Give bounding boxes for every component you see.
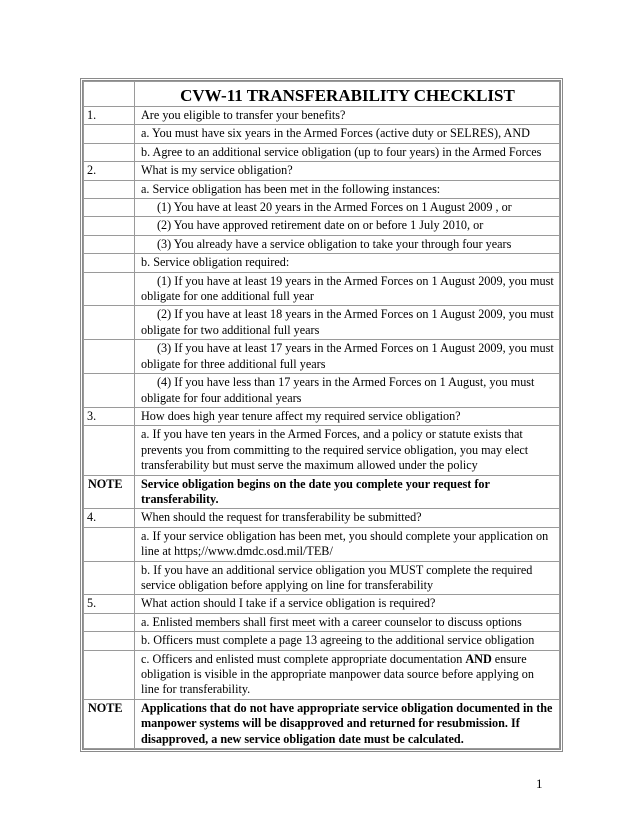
row-number <box>84 180 135 198</box>
sub-item-text: (1) If you have at least 19 years in the Armed Forces on 1 August 2009, you must obligate for one additional full year <box>141 273 554 304</box>
row-number <box>84 125 135 143</box>
answer-text: b. Agree to an additional service obligation (up to four years) in the Armed Forces <box>135 143 560 161</box>
answer-text: b. If you have an additional service obligation you MUST complete the required service obligation before applying on line for transferability <box>135 561 560 595</box>
row-number <box>84 374 135 408</box>
table-row <box>84 254 560 272</box>
page-number: 1 <box>536 776 543 791</box>
answer-text: b. Officers must complete a page 13 agreeing to the additional service obligation <box>135 632 560 650</box>
row-number: 1. <box>84 107 135 125</box>
note-row <box>84 475 560 509</box>
answer-text: a. If your service obligation has been met, you should complete your application on line at https;//www.dmdc.osd.mil/TEB/ <box>135 527 560 561</box>
page-title: CVW-11 TRANSFERABILITY CHECKLIST <box>135 82 560 107</box>
row-number <box>84 199 135 217</box>
row-number <box>84 632 135 650</box>
sub-item-text: (1) You have at least 20 years in the Armed Forces on 1 August 2009 , or <box>157 200 512 215</box>
table-row <box>84 272 560 306</box>
sub-item-text: (2) You have approved retirement date on or before 1 July 2010, or <box>157 218 484 233</box>
answer-text-part: ensure obligation is visible in the appropriate manpower data source before applying on line for transferability. <box>141 651 534 697</box>
sub-item-text: (2) If you have at least 18 years in the Armed Forces on 1 August 2009, you must obligate for two additional full years <box>141 307 554 337</box>
table-row <box>84 199 560 217</box>
row-number <box>84 561 135 595</box>
note-row <box>84 699 560 748</box>
note-label: NOTE <box>84 475 135 509</box>
answer-text: a. Service obligation has been met in the following instances: <box>135 180 560 198</box>
note-text: Service obligation begins on the date you complete your request for transferability. <box>135 475 560 509</box>
table-row <box>84 125 560 143</box>
table-row <box>84 595 560 613</box>
answer-text <box>135 650 560 699</box>
sub-item-text: (3) If you have at least 17 years in the Armed Forces on 1 August 2009, you must obligate for three additional full years <box>141 341 554 371</box>
note-label: NOTE <box>84 699 135 748</box>
answer-text-part: c. Officers and enlisted must complete appropriate documentation <box>141 651 466 666</box>
table-row <box>84 180 560 198</box>
question-text: What is my service obligation? <box>135 162 560 180</box>
table-row <box>84 509 560 527</box>
row-number <box>84 272 135 306</box>
row-number <box>84 613 135 631</box>
question-text: Are you eligible to transfer your benefits? <box>135 107 560 125</box>
row-number <box>84 217 135 235</box>
table-row <box>84 143 560 161</box>
table-row <box>84 407 560 425</box>
question-text: How does high year tenure affect my required service obligation? <box>135 407 560 425</box>
sub-item-text: (4) If you have less than 17 years in the Armed Forces on 1 August, you must obligate for four additional years <box>141 375 535 405</box>
row-number <box>84 306 135 340</box>
checklist-frame <box>80 78 563 752</box>
row-number <box>84 340 135 374</box>
title-num-cell <box>84 82 135 107</box>
table-row <box>84 306 560 340</box>
row-number <box>84 426 135 475</box>
table-row <box>84 650 560 699</box>
table-row <box>84 527 560 561</box>
question-text: What action should I take if a service obligation is required? <box>135 595 560 613</box>
row-number: 5. <box>84 595 135 613</box>
row-number <box>84 650 135 699</box>
row-number: 4. <box>84 509 135 527</box>
table-row <box>84 426 560 475</box>
row-number <box>84 254 135 272</box>
table-row <box>84 561 560 595</box>
note-text: Applications that do not have appropriate service obligation documented in the manpower systems will be disapproved and returned for resubmission. If disapproved, a new service obligation date must be calculated. <box>135 699 560 748</box>
answer-text: b. Service obligation required: <box>135 254 560 272</box>
title-row <box>84 82 560 107</box>
row-number: 3. <box>84 407 135 425</box>
table-row <box>84 235 560 253</box>
question-text: When should the request for transferability be submitted? <box>135 509 560 527</box>
sub-item-text: (3) You already have a service obligation to take your through four years <box>157 236 512 251</box>
table-row <box>84 374 560 408</box>
table-row <box>84 613 560 631</box>
table-row <box>84 217 560 235</box>
row-number <box>84 235 135 253</box>
answer-text: a. You must have six years in the Armed Forces (active duty or SELRES), AND <box>135 125 560 143</box>
checklist-table <box>83 81 560 749</box>
row-number <box>84 143 135 161</box>
table-row <box>84 632 560 650</box>
answer-text: a. Enlisted members shall first meet with a career counselor to discuss options <box>135 613 560 631</box>
table-row <box>84 162 560 180</box>
table-row <box>84 340 560 374</box>
table-row <box>84 107 560 125</box>
row-number: 2. <box>84 162 135 180</box>
row-number <box>84 527 135 561</box>
answer-text: a. If you have ten years in the Armed Forces, and a policy or statute exists that prevents you from committing to the required service obligation, you may elect transferability but must serve the maximum allowed under the policy <box>135 426 560 475</box>
answer-text-emphasis: AND <box>465 651 492 666</box>
